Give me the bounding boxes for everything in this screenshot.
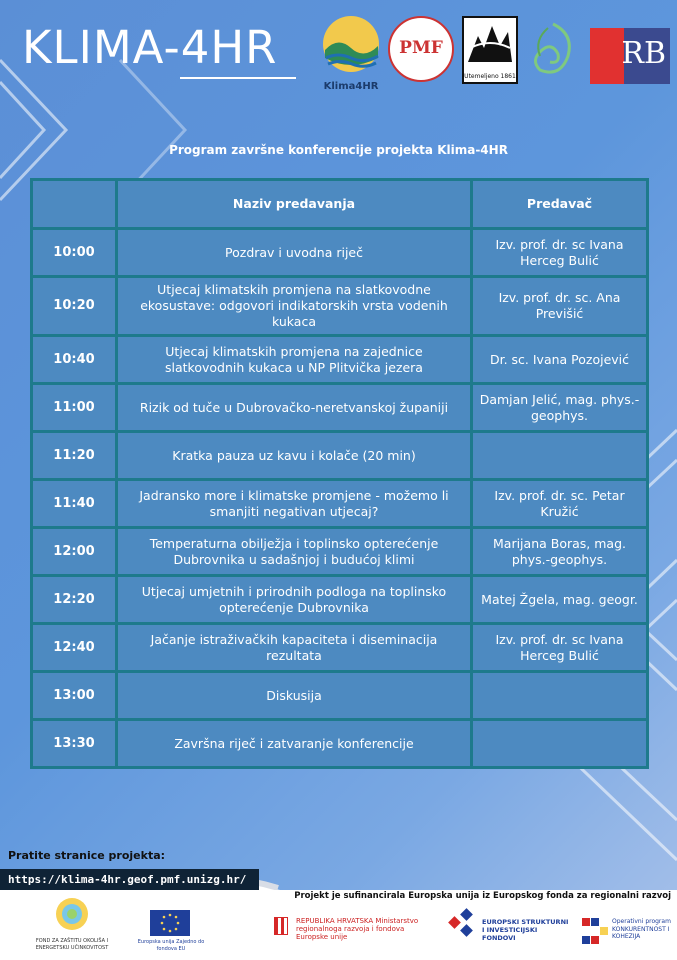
row-speaker: Izv. prof. dr. sc. Ana Previšić xyxy=(473,278,646,334)
row-talk: Jačanje istraživačkih kapaciteta i diseminacija rezultata xyxy=(118,625,470,670)
row-speaker: Izv. prof. dr. sc Ivana Herceg Bulić xyxy=(473,230,646,275)
row-time: 10:40 xyxy=(33,337,115,382)
opkk-logo-text: Operativni program KONKURENTNOST I KOHEZIJA xyxy=(612,918,671,940)
row-talk: Jadransko more i klimatske promjene - možemo li smanjiti negativan utjecaj? xyxy=(118,481,470,526)
row-speaker: Izv. prof. dr. sc. Petar Kružić xyxy=(473,481,646,526)
table-row xyxy=(33,337,646,382)
program-title: Program završne konferencije projekta Klima-4HR xyxy=(169,143,508,157)
header-talk: Naziv predavanja xyxy=(118,181,470,227)
opkk-logo xyxy=(582,916,677,952)
header xyxy=(0,0,677,110)
klima4hr-logo-label: Klima4HR xyxy=(323,81,379,92)
row-time: 12:20 xyxy=(33,577,115,622)
brand-underline xyxy=(180,77,296,79)
pmf-logo-label: PMF xyxy=(399,38,443,58)
pmf-logo xyxy=(388,16,454,82)
table-row xyxy=(33,481,646,526)
table-row xyxy=(33,230,646,275)
row-time: 11:20 xyxy=(33,433,115,478)
eu-flag-icon xyxy=(150,910,190,936)
row-talk: Utjecaj umjetnih i prirodnih podloga na toplinsko opterećenje Dubrovnika xyxy=(118,577,470,622)
row-speaker xyxy=(473,433,646,478)
ministry-logo xyxy=(274,917,434,947)
rb-logo xyxy=(590,28,670,84)
row-time: 12:00 xyxy=(33,529,115,574)
row-time: 13:00 xyxy=(33,673,115,718)
esi-star-icon xyxy=(448,908,480,940)
schedule-table xyxy=(30,178,649,769)
esi-funds-logo xyxy=(448,908,568,948)
row-talk: Utjecaj klimatskih promjena na slatkovodne ekosustave: odgovori indikatorskih vrsta vodenih kukaca xyxy=(118,278,470,334)
table-row xyxy=(33,577,646,622)
row-time: 13:30 xyxy=(33,721,115,766)
row-talk: Rizik od tuče u Dubrovačko-neretvanskoj županiji xyxy=(118,385,470,430)
row-talk: Utjecaj klimatskih promjena na zajednice slatkovodnih kukaca u NP Plitvička jezera xyxy=(118,337,470,382)
header-speaker: Predavač xyxy=(473,181,646,227)
row-speaker: Izv. prof. dr. sc Ivana Herceg Bulić xyxy=(473,625,646,670)
row-talk: Temperaturna obilježja i toplinsko opterećenje Dubrovnika u sadašnjoj i budućoj klimi xyxy=(118,529,470,574)
row-time: 10:00 xyxy=(33,230,115,275)
row-time: 11:00 xyxy=(33,385,115,430)
follow-label: Pratite stranice projekta: xyxy=(8,849,166,862)
row-speaker xyxy=(473,673,646,718)
row-time: 12:40 xyxy=(33,625,115,670)
geophysics-logo-caption: Utemeljeno 1861 xyxy=(464,73,516,80)
table-header-row xyxy=(33,181,646,227)
opkk-grid-icon xyxy=(582,918,608,944)
esi-funds-logo-text: EUROPSKI STRUKTURNI I INVESTICIJSKI FONDOVI xyxy=(482,918,569,942)
table-row xyxy=(33,278,646,334)
croatia-crest-icon xyxy=(274,917,288,935)
klima4hr-logo xyxy=(318,14,384,92)
table-row xyxy=(33,721,646,766)
row-time: 10:20 xyxy=(33,278,115,334)
row-time: 11:40 xyxy=(33,481,115,526)
row-speaker: Matej Žgela, mag. geogr. xyxy=(473,577,646,622)
table-row xyxy=(33,433,646,478)
brand-title: KLIMA-4HR xyxy=(22,21,278,74)
eu-logo xyxy=(136,910,206,954)
table-row xyxy=(33,673,646,718)
eu-logo-text: Europska unija Zajedno do fondova EU xyxy=(137,939,205,952)
table-row xyxy=(33,529,646,574)
row-speaker xyxy=(473,721,646,766)
row-talk: Završna riječ i zatvaranje konferencije xyxy=(118,721,470,766)
header-time xyxy=(33,181,115,227)
table-row xyxy=(33,385,646,430)
project-url-link[interactable]: https://klima-4hr.geof.pmf.unizg.hr/ xyxy=(0,869,259,890)
fzoeu-logo xyxy=(28,896,116,956)
biology-logo xyxy=(528,20,578,82)
fzoeu-logo-text: FOND ZA ZAŠTITU OKOLIŠA I ENERGETSKU UČINKOVITOST xyxy=(35,938,109,951)
rb-logo-label: RB xyxy=(621,36,666,71)
table-row xyxy=(33,625,646,670)
geophysics-logo xyxy=(462,16,518,84)
row-talk: Kratka pauza uz kavu i kolače (20 min) xyxy=(118,433,470,478)
row-speaker: Marijana Boras, mag. phys.-geophys. xyxy=(473,529,646,574)
row-talk: Diskusija xyxy=(118,673,470,718)
ministry-logo-text: REPUBLIKA HRVATSKA Ministarstvo regionalnoga razvoja i fondova Europske unije xyxy=(296,917,419,941)
row-speaker: Dr. sc. Ivana Pozojević xyxy=(473,337,646,382)
row-speaker: Damjan Jelić, mag. phys.-geophys. xyxy=(473,385,646,430)
cofunding-note: Projekt je sufinancirala Europska unija iz Europskog fonda za regionalni razvoj xyxy=(294,891,671,901)
row-talk: Pozdrav i uvodna riječ xyxy=(118,230,470,275)
